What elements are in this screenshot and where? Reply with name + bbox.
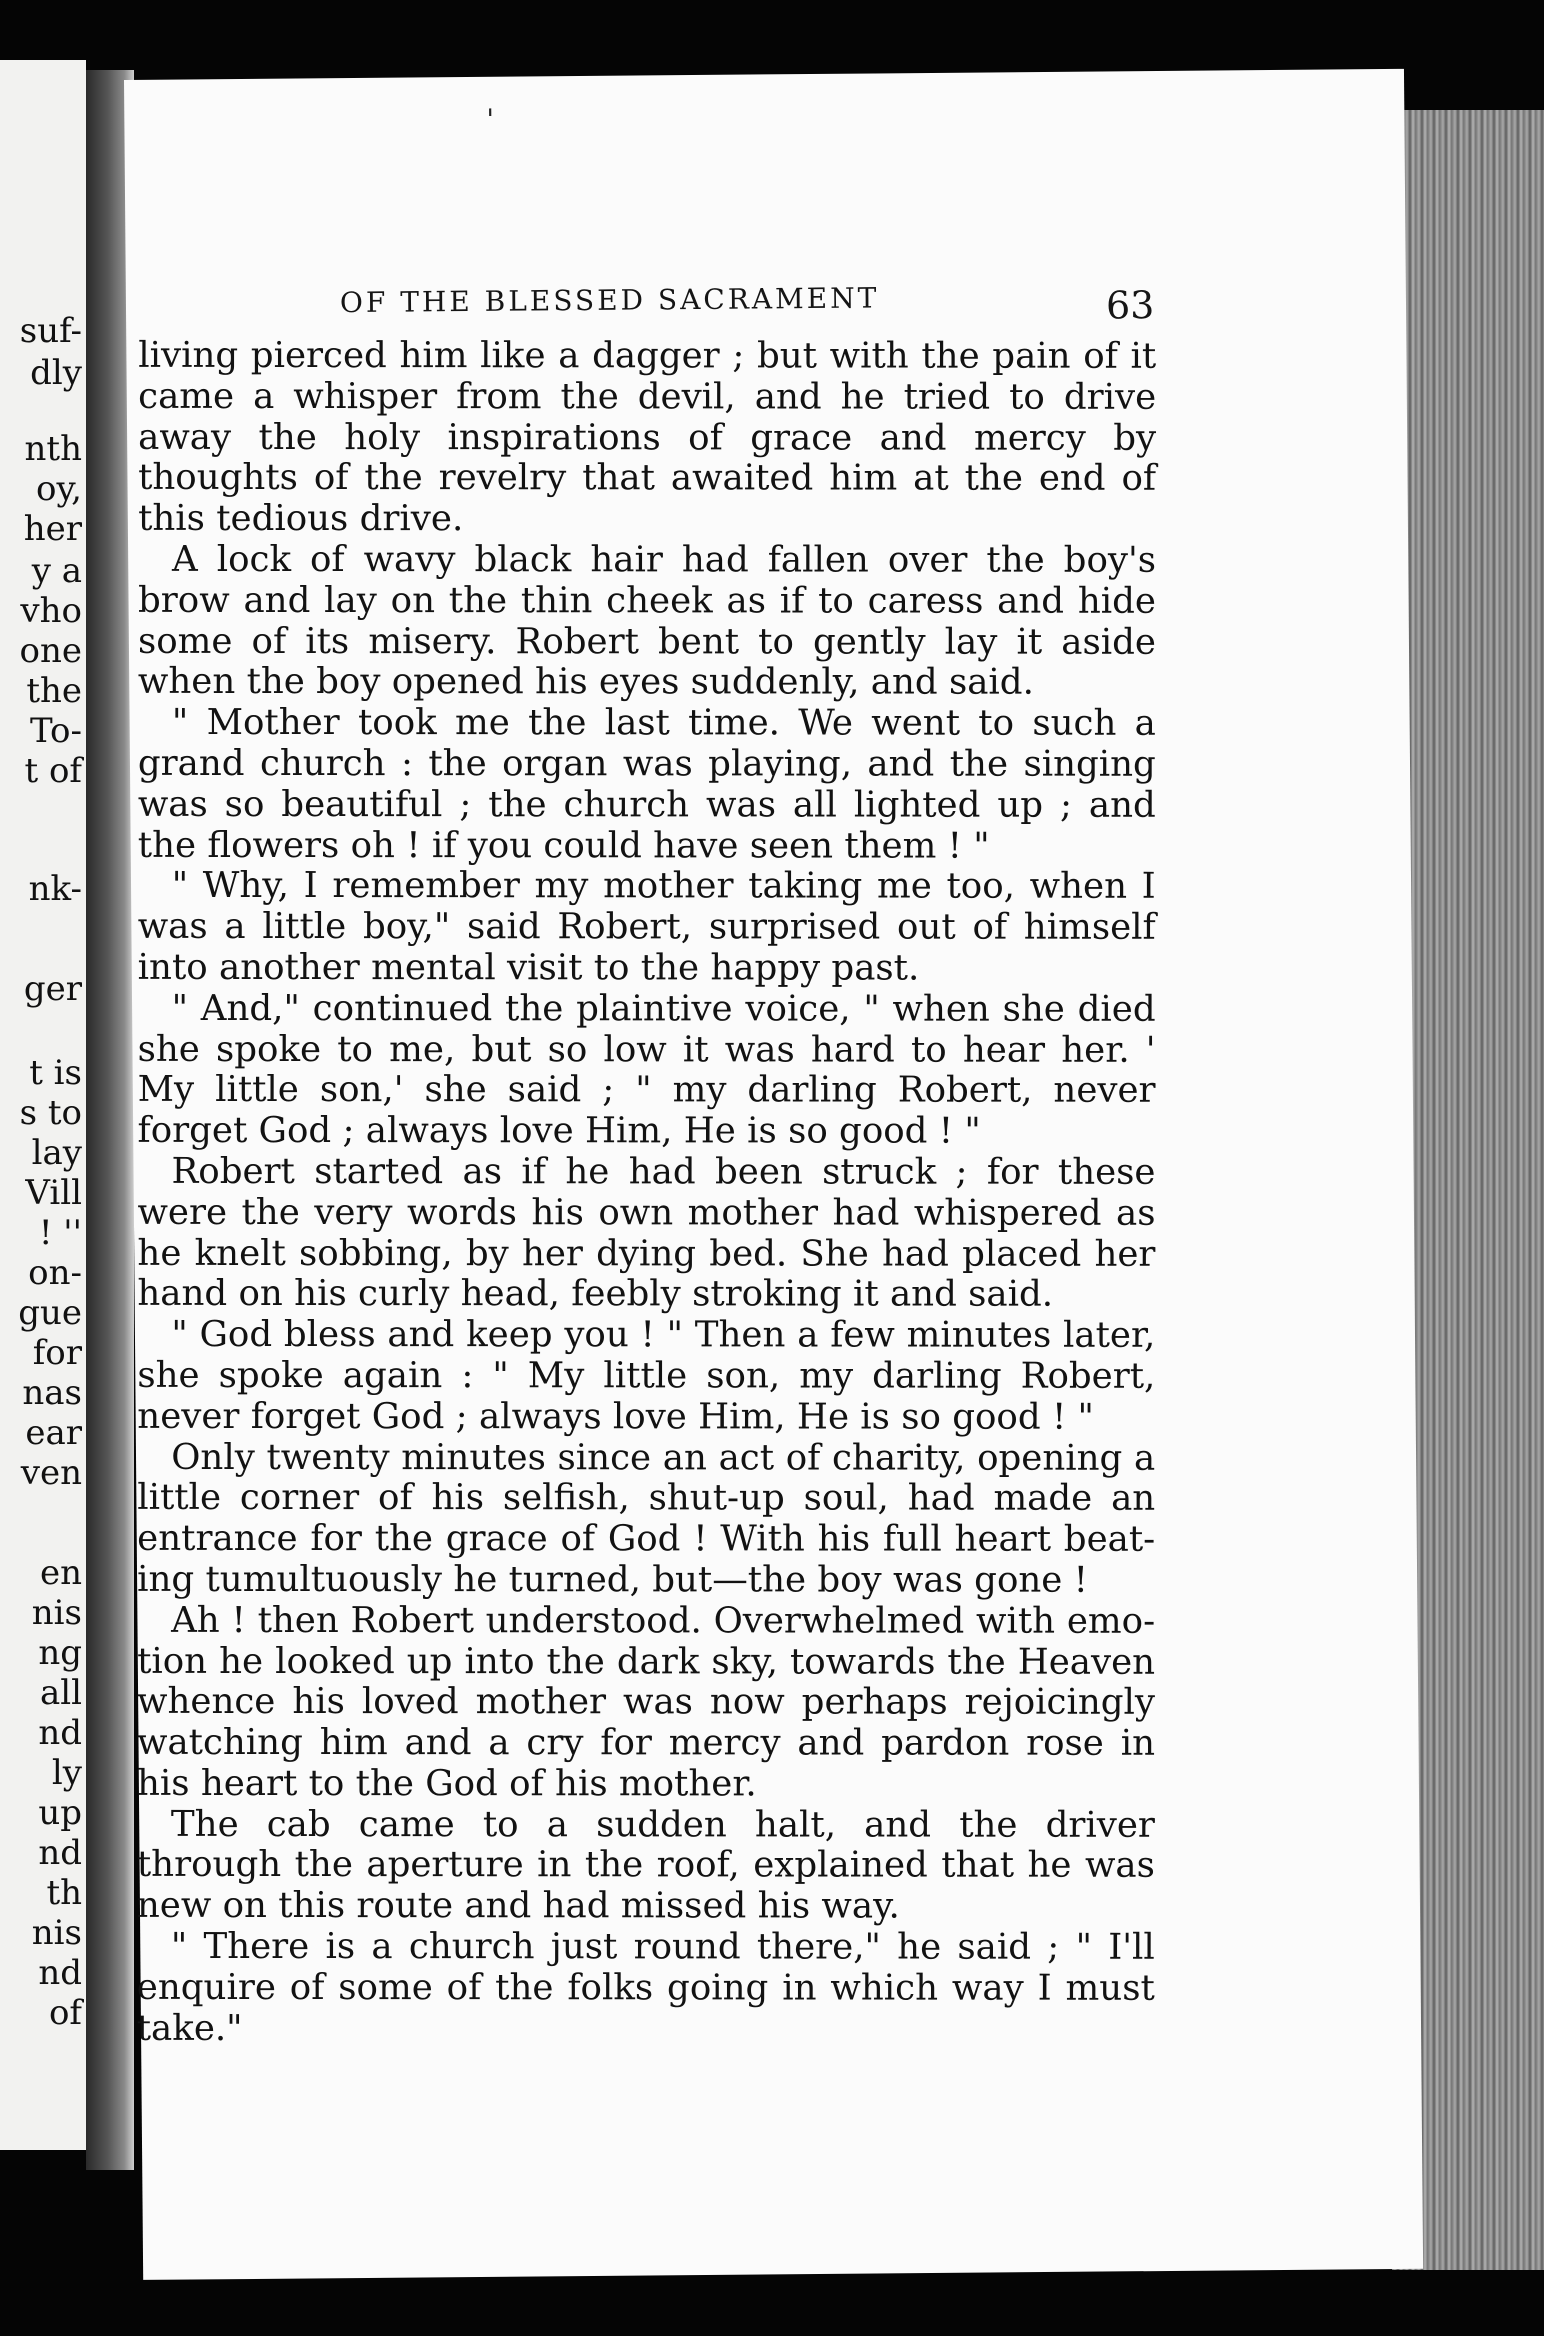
left-margin-fragment: for — [32, 1333, 82, 1373]
left-margin-fragment: nk- — [28, 869, 82, 909]
left-margin-fragment: of — [48, 1993, 82, 2033]
left-margin-fragment: ger — [23, 969, 82, 1009]
previous-page-edge — [0, 60, 86, 2150]
running-title: OF THE BLESSED SACRAMENT — [339, 281, 880, 320]
left-margin-fragment: en — [39, 1553, 82, 1593]
paragraph: A lock of wavy black hair had fallen over the boy's brow and lay on the thin cheek as if to caress and hide some of its misery. Robert bent to gently lay it aside when the boy opened his eyes suddenly, and said. — [137, 538, 1157, 704]
left-margin-fragment: ear — [25, 1413, 82, 1453]
left-margin-fragment: nd — [38, 1953, 82, 1993]
left-margin-fragment: t is — [29, 1053, 82, 1093]
page-header — [213, 199, 1213, 328]
left-margin-fragment: t of — [24, 751, 82, 791]
paragraph: Robert started as if he had been struck ; for these were the very words his own mother had whispered as he knelt sobbing, by her dying bed. She had placed her hand on his curly head, feebly stroking it and said. — [137, 1150, 1156, 1316]
left-margin-fragment: one — [19, 631, 82, 671]
left-margin-fragment: suf- — [19, 311, 82, 351]
paragraph: " Mother took me the last time. We went to such a grand church : the organ was playing, and the singing was so beautiful ; the church was all lighted up ; and the flowers oh ! if you could have seen them ! " — [137, 702, 1156, 867]
left-margin-fragment: nth — [24, 429, 82, 469]
left-margin-fragment: ! '' — [38, 1213, 82, 1253]
book-page — [124, 69, 1423, 2280]
left-margin-fragment: nas — [22, 1373, 82, 1413]
left-margin-fragment: the — [26, 671, 82, 711]
left-margin-fragment: all — [39, 1673, 82, 1713]
left-margin-fragment: To- — [30, 711, 82, 751]
left-margin-fragment: gue — [18, 1293, 82, 1333]
left-margin-fragment: ly — [51, 1753, 82, 1793]
left-margin-fragment: th — [46, 1873, 82, 1913]
paragraph: Only twenty minutes since an act of charity, opening a little corner of his selfish, shut-up soul, had made an entrance for the grace of God ! With his full heart beat-ing tumultuously he turned, but—the boy was gone ! — [137, 1436, 1156, 1601]
left-margin-fragment: ng — [38, 1633, 82, 1673]
left-margin-fragment: nis — [31, 1593, 82, 1633]
paragraph: " There is a church just round there," he said ; " I'll enquire of some of the folks going in which way I must take." — [136, 1925, 1155, 2049]
left-margin-fragment: Vill — [25, 1173, 82, 1213]
paragraph: " Why, I remember my mother taking me too, when I was a little boy," said Robert, surprised out of himself into another mental visit to the happy past. — [137, 865, 1156, 989]
left-margin-fragment: nd — [38, 1833, 82, 1873]
left-margin-fragment: nis — [31, 1913, 82, 1953]
paragraph: The cab came to a sudden halt, and the driver through the aperture in the roof, explained that he was new on this route and had missed his way. — [136, 1803, 1155, 1927]
left-margin-fragment: up — [38, 1793, 82, 1833]
paragraph: " And," continued the plaintive voice, " when she died she spoke to me, but so low it was hard to hear her. ' My little son,' she said ; " my darling Robert, never forget God ; always love Him, He is so good ! " — [137, 987, 1156, 1152]
left-margin-fragment: oy, — [36, 469, 82, 509]
left-margin-fragment: dly — [30, 353, 82, 393]
left-margin-fragment: s to — [19, 1093, 82, 1133]
left-margin-fragment: nd — [38, 1713, 82, 1753]
body-text — [137, 336, 1156, 2050]
page-number: 63 — [1105, 283, 1155, 328]
speck-mark: ' — [486, 102, 495, 136]
left-margin-fragment: her — [23, 509, 82, 549]
left-margin-fragment: lay — [31, 1133, 82, 1173]
paragraph: Ah ! then Robert understood. Overwhelmed with emo-tion he looked up into the dark sky, towards the Heaven whence his loved mother was now perhaps rejoicingly watching him and a cry for mercy and pardon rose in his heart to the God of his mother. — [136, 1599, 1156, 1805]
paragraph: living pierced him like a dagger ; but with the pain of it came a whisper from the devil, and he tried to drive away the holy inspirations of grace and mercy by thoughts of the revelry that awaited him at the end of this tedious drive. — [138, 334, 1157, 540]
left-margin-fragment: on- — [28, 1253, 82, 1293]
left-margin-fragment: vho — [20, 591, 82, 631]
left-margin-fragment: ven — [20, 1453, 82, 1493]
left-margin-fragment: y a — [31, 551, 82, 591]
paragraph: " God bless and keep you ! " Then a few minutes later, she spoke again : " My little son, my darling Robert, never forget God ; always love Him, He is so good ! " — [137, 1314, 1156, 1438]
